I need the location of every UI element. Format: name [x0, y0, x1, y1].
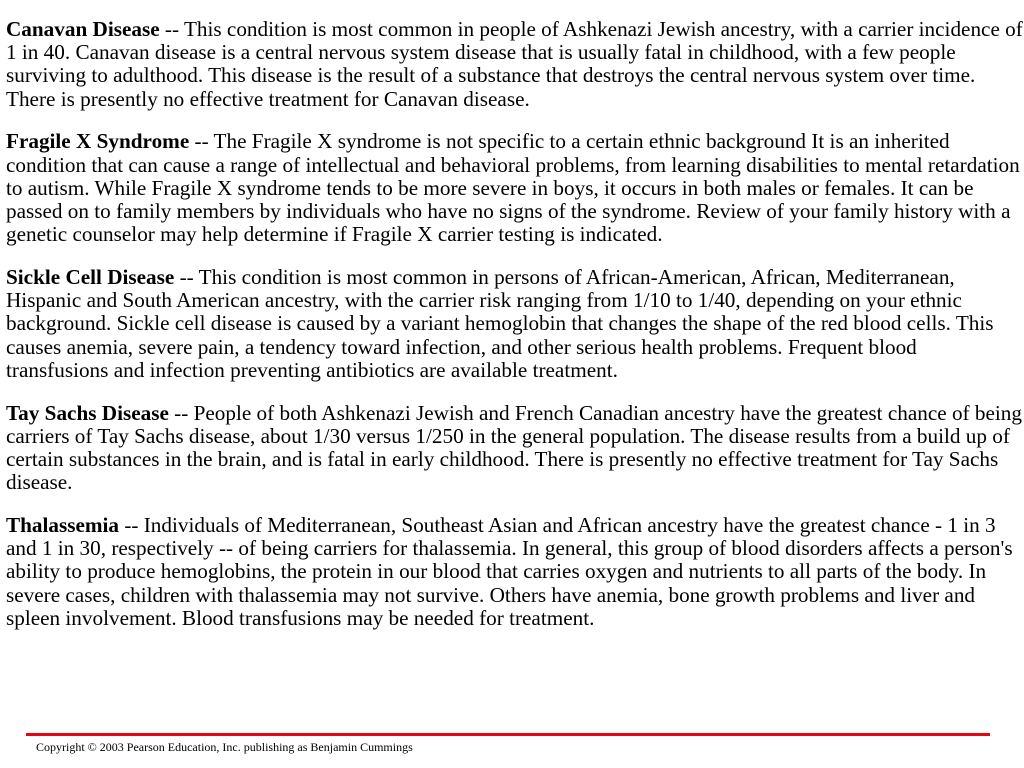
entry-description: People of both Ashkenazi Jewish and French Canadian ancestry have the greatest chance of being carriers of Tay Sachs disease, about 1/30 versus 1/250 in the general population. The disease results from a build up of certain substances in the brain, and is fatal in early childhood. There is presently no effective treatment for Tay Sachs disease. — [6, 400, 1022, 495]
entry-separator: -- — [159, 17, 184, 41]
entry-sickle-cell-disease — [6, 266, 1024, 382]
entry-description: This condition is most common in people of Ashkenazi Jewish ancestry, with a carrier incidence of 1 in 40. Canavan disease is a central nervous system disease that is usually fatal in childhood, with a few people surviving to adulthood. This disease is the result of a substance that destroys the central nervous system over time. There is presently no effective treatment for Canavan disease. — [6, 17, 1023, 111]
entry-term: Thalassemia — [6, 513, 120, 538]
entry-term: Tay Sachs Disease — [6, 400, 169, 425]
entry-separator: -- — [168, 400, 194, 425]
entry-description: The Fragile X syndrome is not specific to a certain ethnic background It is an inherited condition that can cause a range of intellectual and behavioral problems, from learning disabilities to mental retardation to autism. While Fragile X syndrome tends to be more severe in boys, it occurs in both males or females. It can be passed on to family members by individuals who have no signs of the syndrome. Review of your family history with a genetic counselor may help determine if Fragile X carrier testing is indicated. — [6, 129, 1020, 247]
entry-term: Canavan Disease — [6, 17, 160, 41]
entry-separator: -- — [189, 129, 214, 154]
entry-canavan-disease — [6, 18, 1024, 111]
entry-term: Fragile X Syndrome — [6, 129, 190, 154]
entry-fragile-x-syndrome — [6, 130, 1024, 246]
entry-description: Individuals of Mediterranean, Southeast Asian and African ancestry have the greatest chance - 1 in 3 and 1 in 30, respectively -- of being carriers for thalassemia. In general, this group of blood disorders affects a person's ability to produce hemoglobins, the protein in our blood that carries oxygen and nutrients to all parts of the body. In severe cases, children with thalassemia may not survive. Others have anemia, bone growth problems and liver and spleen involvement. Blood transfusions may be needed for treatment. — [6, 513, 1013, 630]
entry-term: Sickle Cell Disease — [6, 265, 175, 290]
copyright-notice: Copyright © 2003 Pearson Education, Inc. publishing as Benjamin Cummings — [36, 740, 413, 754]
entry-separator: -- — [174, 265, 199, 290]
disease-list — [6, 18, 1024, 630]
footer-divider — [26, 733, 990, 736]
entry-separator: -- — [119, 513, 144, 538]
entry-description: This condition is most common in persons of African-American, African, Mediterranean, Hispanic and South American ancestry, with the carrier risk ranging from 1/10 to 1/40, depending on your ethnic background. Sickle cell disease is caused by a variant hemoglobin that changes the shape of the red blood cells. This causes anemia, severe pain, a tendency toward infection, and other serious health problems. Frequent blood transfusions and infection preventing antibiotics are available treatment. — [6, 265, 994, 382]
entry-tay-sachs-disease — [6, 402, 1024, 495]
entry-thalassemia — [6, 514, 1024, 630]
